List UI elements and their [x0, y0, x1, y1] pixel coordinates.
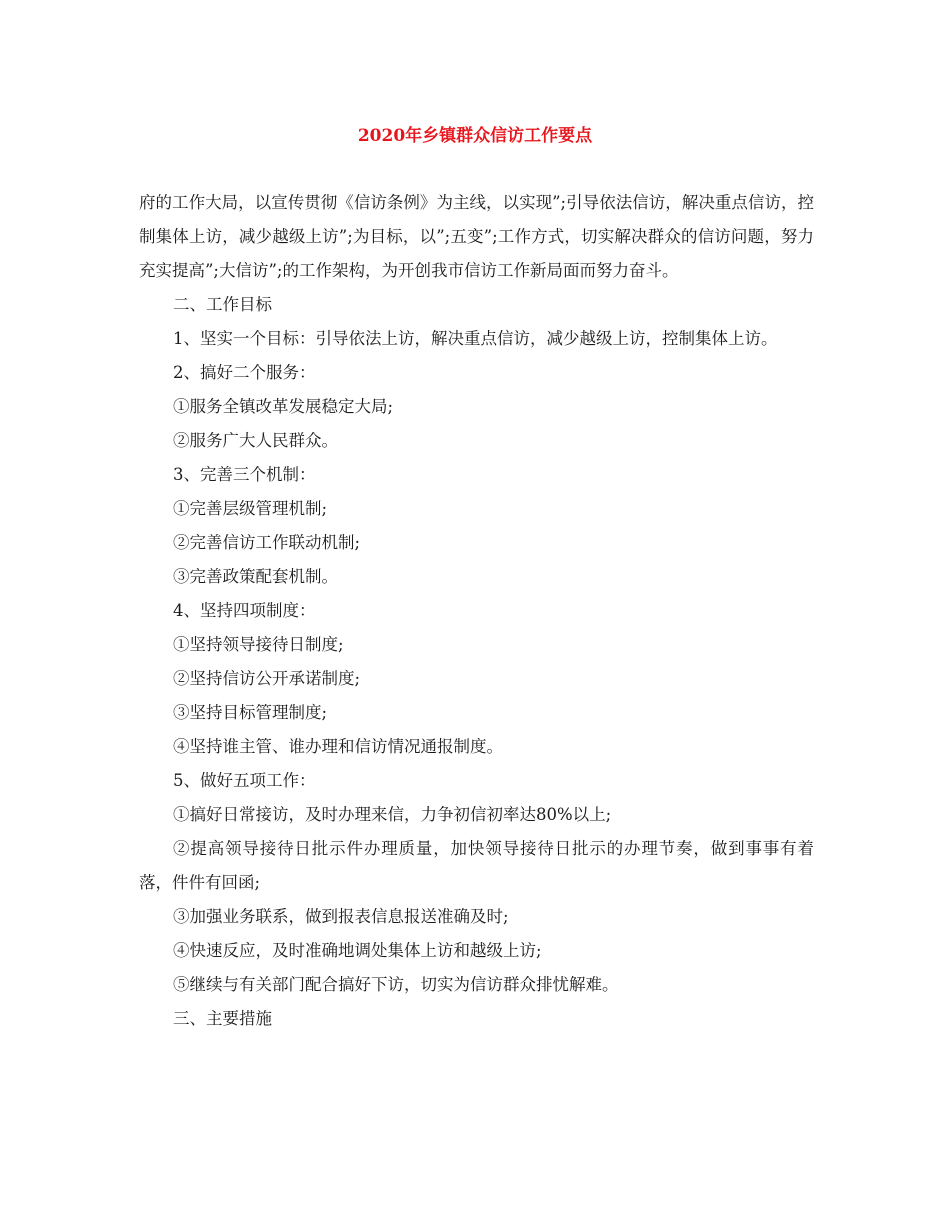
paragraph: ①完善层级管理机制;	[173, 499, 328, 518]
paragraph: ③加强业务联系，做到报表信息报送准确及时;	[173, 907, 509, 926]
paragraph: 1、坚实一个目标：引导依法上访，解决重点信访，减少越级上访，控制集体上访。	[173, 329, 778, 348]
paragraph: ③坚持目标管理制度;	[173, 703, 328, 722]
paragraph: ④快速反应，及时准确地调处集体上访和越级上访;	[173, 941, 542, 960]
paragraph: ①服务全镇改革发展稳定大局;	[173, 397, 394, 416]
paragraph: ①坚持领导接待日制度;	[173, 635, 344, 654]
document-title: 2020年乡镇群众信访工作要点	[357, 126, 593, 146]
paragraph: 2、搞好二个服务：	[173, 363, 316, 382]
paragraph: 4、坚持四项制度：	[173, 601, 316, 620]
paragraph: ②提高领导接待日批示件办理质量，加快领导接待日批示的办理节奏，做到事事有着落，件件有回函;	[139, 839, 814, 892]
paragraph: 5、做好五项工作：	[173, 771, 316, 790]
paragraph: 二、工作目标	[173, 295, 272, 314]
paragraph: ④坚持谁主管、谁办理和信访情况通报制度。	[173, 737, 503, 756]
paragraph: ③完善政策配套机制。	[173, 567, 338, 586]
paragraph: ⑤继续与有关部门配合搞好下访，切实为信访群众排忧解难。	[173, 975, 619, 994]
paragraph: ②坚持信访公开承诺制度;	[173, 669, 361, 688]
paragraph: 3、完善三个机制：	[173, 465, 316, 484]
paragraph: 三、主要措施	[173, 1009, 272, 1028]
paragraph: 府的工作大局，以宣传贯彻《信访条例》为主线，以实现”;引导依法信访，解决重点信访，控制集体上访，减少越级上访”;为目标，以”;五变”;工作方式，切实解决群众的信访问题，努力充实提高”;大信访”;的工作架构，为开创我市信访工作新局面而努力奋斗。	[139, 193, 814, 280]
paragraph: ②服务广大人民群众。	[173, 431, 338, 450]
document-body	[139, 186, 814, 1036]
paragraph: ①搞好日常接访，及时办理来信，力争初信初率达80%以上;	[173, 805, 612, 824]
paragraph: ②完善信访工作联动机制;	[173, 533, 361, 552]
